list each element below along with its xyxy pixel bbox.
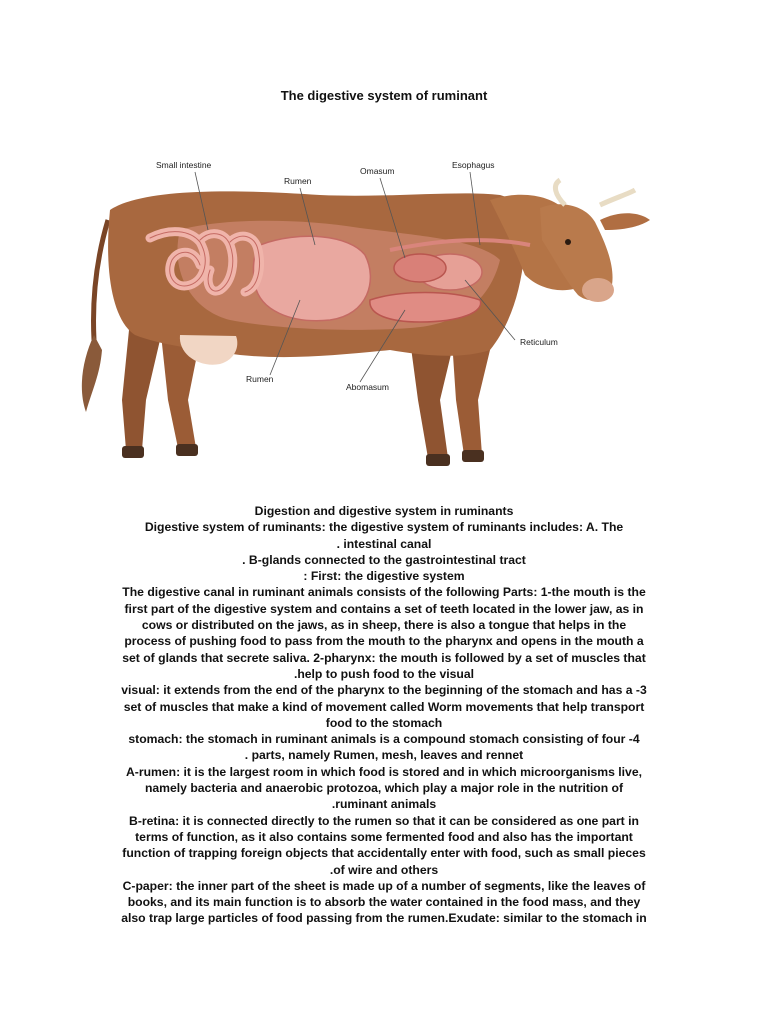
text-line: Digestion and digestive system in ruminants [254,504,514,518]
text-line: stomach: the stomach in ruminant animals is a compound stomach consisting of four -4 [128,732,640,747]
text-line: function of trapping foreign objects that accidentally enter with food, such as small pieces [122,846,646,861]
omasum-organ [394,254,446,282]
cow-muzzle [582,278,614,302]
label-reticulum: Reticulum [520,337,558,347]
cow-hoof [462,450,484,462]
text-line: set of muscles that make a kind of movement called Worm movements that help transport [123,699,645,714]
text-line: . B-glands connected to the gastrointestinal tract [242,552,526,567]
text-line: B-retina: it is connected directly to the rumen so that it can be considered as one part in [129,813,639,828]
text-line: namely bacteria and anaerobic protozoa, which play a major role in the nutrition of [144,781,624,796]
rumen-organ [253,236,370,320]
cow-illustration [60,150,680,480]
text-line: cows or distributed on the jaws, as in sheep, there is also a tongue that helps in the [141,618,627,633]
text-line: .help to push food to the visual [293,666,475,681]
text-line: .of wire and others [329,862,439,877]
body-text [100,503,668,927]
text-line: . parts, namely Rumen, mesh, leaves and rennet [244,748,524,763]
label-abomasum: Abomasum [346,382,389,392]
cow-digestive-diagram [60,150,680,480]
text-line: . intestinal canal [336,536,432,551]
cow-horn [600,190,635,205]
text-line: : First: the digestive system [303,569,465,584]
document-title: The digestive system of ruminant [280,88,488,103]
text-line: .ruminant animals [331,797,437,812]
text-line: visual: it extends from the end of the pharynx to the beginning of the stomach and has a -3 [121,683,647,698]
cow-hoof [176,444,198,456]
cow-hoof [426,454,450,466]
cow-tail [94,220,108,340]
cow-fore-leg-back [410,340,452,458]
text-line: first part of the digestive system and contains a set of teeth located in the lower jaw, as in [124,601,644,616]
label-omasum: Omasum [360,166,395,176]
text-line: books, and its main function is to absorb the water contained in the food mass, and they [127,895,641,910]
text-line: C-paper: the inner part of the sheet is made up of a number of segments, like the leaves of [122,878,646,893]
cow-hoof [122,446,144,458]
text-line: set of glands that secrete saliva. 2-pharynx: the mouth is followed by a set of muscles that [122,650,646,665]
label-esophagus: Esophagus [452,160,495,170]
text-line: A-rumen: it is the largest room in which food is stored and in which microorganisms live, [125,764,643,779]
cow-ear [600,213,650,230]
cow-horn [555,180,565,205]
label-small-intestine: Small intestine [156,160,212,170]
text-line: also trap large particles of food passing from the rumen.Exudate: similar to the stomach in [121,911,647,926]
cow-eye [565,239,571,245]
label-rumen-top: Rumen [284,176,312,186]
text-line: food to the stomach [325,715,443,730]
cow-tail-tuft [82,335,102,412]
text-line: terms of function, as it also contains some fermented food and also has the important [135,829,633,844]
cow-fore-leg-front [452,340,490,455]
label-rumen-bottom: Rumen [246,374,274,384]
text-line: The digestive canal in ruminant animals consists of the following Parts: 1-the mouth is the [122,585,646,600]
text-line: Digestive system of ruminants: the digestive system of ruminants includes: A. The [144,520,624,535]
text-line: process of pushing food to pass from the mouth to the pharynx and opens in the mouth a [124,634,644,649]
